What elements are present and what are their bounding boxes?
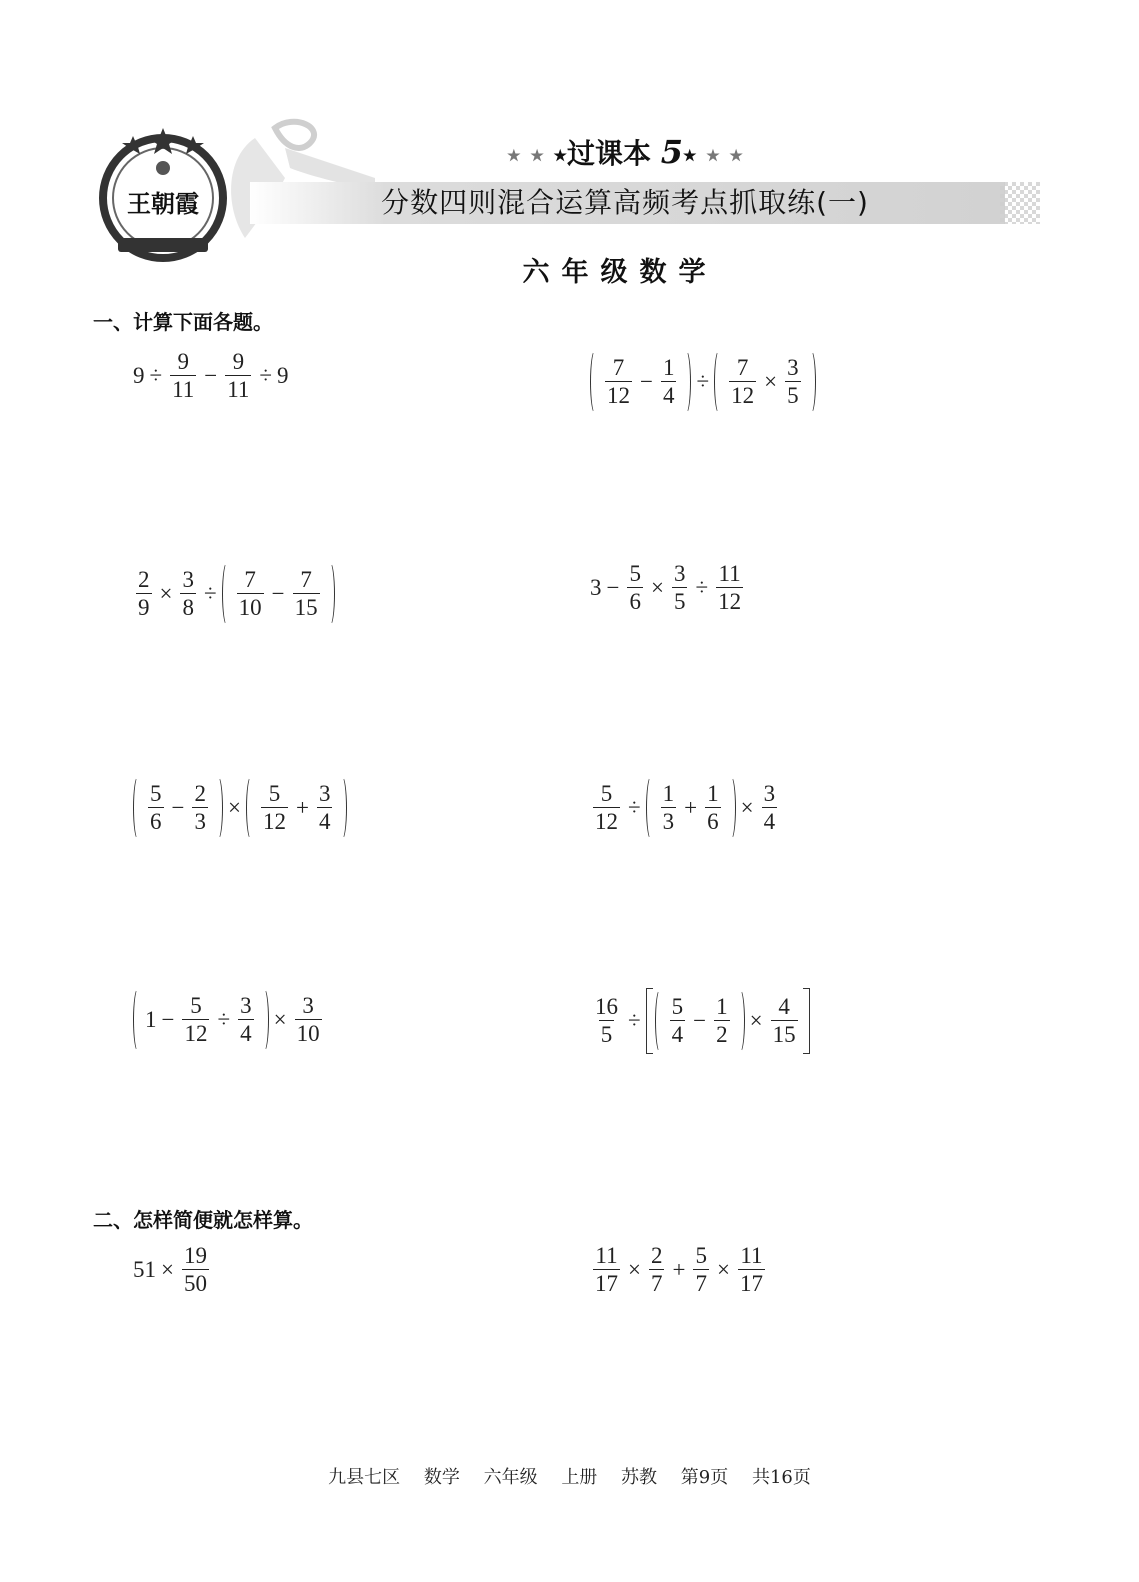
fraction: $\frac{2}{9}$ bbox=[138, 566, 150, 620]
operator: ÷ bbox=[149, 363, 163, 389]
footer-subject: 数学 bbox=[423, 1467, 460, 1488]
number: 9 bbox=[133, 363, 145, 389]
series-title-text: 过课本 bbox=[566, 137, 651, 170]
operator: × bbox=[161, 1257, 174, 1283]
operator: + bbox=[295, 795, 309, 820]
operator: ÷ bbox=[259, 363, 273, 389]
left-paren bbox=[246, 776, 256, 840]
operator: × bbox=[650, 575, 664, 601]
operator: − bbox=[640, 369, 653, 394]
fraction: $\frac{19}{50}$ bbox=[183, 1243, 207, 1297]
left-paren bbox=[133, 776, 143, 840]
operator: × bbox=[159, 581, 173, 606]
footer-volume: 上册 bbox=[561, 1467, 598, 1488]
left-paren bbox=[133, 988, 143, 1052]
fraction: $\frac{3}{10}$ bbox=[296, 992, 320, 1046]
fraction: $\frac{5}{6}$ bbox=[629, 561, 641, 615]
star-icon: ★ bbox=[729, 146, 743, 165]
operator: + bbox=[672, 1257, 686, 1283]
fraction: $\frac{1}{4}$ bbox=[662, 354, 675, 408]
fraction: $\frac{1}{3}$ bbox=[662, 780, 675, 834]
number: 51 bbox=[133, 1257, 156, 1283]
operator: ÷ bbox=[203, 581, 217, 606]
operator: × bbox=[716, 1257, 730, 1283]
operator: × bbox=[628, 1257, 641, 1283]
left-paren bbox=[590, 350, 600, 414]
right-paren bbox=[325, 562, 335, 626]
operator: − bbox=[693, 1008, 707, 1033]
fraction: $\frac{3}{4}$ bbox=[763, 780, 776, 834]
operator: ÷ bbox=[696, 369, 710, 394]
page-subtitle: 六年级数学 bbox=[522, 257, 718, 288]
problem-2 bbox=[590, 350, 816, 414]
operator: ÷ bbox=[628, 795, 641, 820]
right-paren bbox=[337, 776, 347, 840]
page-footer bbox=[0, 1463, 1139, 1489]
fraction: $\frac{4}{15}$ bbox=[772, 993, 796, 1047]
logo-text: 王朝霞 bbox=[127, 189, 199, 218]
page-title: 分数四则混合运算高频考点抓取练(一) bbox=[381, 186, 869, 219]
fraction: $\frac{5}{12}$ bbox=[184, 992, 208, 1046]
footer-total: 共16页 bbox=[751, 1467, 811, 1488]
fraction: $\frac{5}{6}$ bbox=[150, 780, 162, 834]
fraction: $\frac{3}{4}$ bbox=[318, 780, 331, 834]
fraction: $\frac{2}{7}$ bbox=[650, 1243, 663, 1297]
right-paren bbox=[806, 350, 816, 414]
problem-9 bbox=[133, 1244, 212, 1296]
fraction: $\frac{7}{12}$ bbox=[731, 354, 755, 408]
problem-4 bbox=[590, 562, 746, 614]
fraction: $\frac{1}{2}$ bbox=[716, 993, 728, 1047]
number: 1 bbox=[145, 1007, 157, 1032]
operator: × bbox=[273, 1007, 287, 1032]
fraction: $\frac{9}{11}$ bbox=[172, 349, 195, 403]
operator: ÷ bbox=[628, 1008, 641, 1033]
problem-5 bbox=[133, 776, 347, 840]
fraction: $\frac{3}{8}$ bbox=[182, 566, 194, 620]
operator: × bbox=[749, 1008, 763, 1033]
right-bracket bbox=[803, 988, 810, 1054]
fraction: $\frac{11}{17}$ bbox=[595, 1243, 618, 1297]
left-paren bbox=[714, 350, 724, 414]
problem-1 bbox=[133, 350, 289, 402]
right-paren bbox=[259, 988, 269, 1052]
series-number: 5 bbox=[660, 133, 684, 171]
fraction: $\frac{2}{3}$ bbox=[194, 780, 206, 834]
problem-3 bbox=[133, 562, 335, 626]
fraction: $\frac{3}{5}$ bbox=[787, 354, 799, 408]
star-icon: ★ bbox=[553, 146, 567, 165]
fraction: $\frac{5}{4}$ bbox=[671, 993, 684, 1047]
footer-page: 第9页 bbox=[680, 1467, 729, 1488]
left-paren bbox=[655, 989, 665, 1053]
fraction: $\frac{3}{5}$ bbox=[673, 561, 686, 615]
section-1-heading: 一、计算下面各题。 bbox=[93, 310, 273, 334]
left-paren bbox=[646, 776, 656, 840]
right-paren bbox=[735, 989, 745, 1053]
operator: − bbox=[204, 363, 218, 389]
fraction: $\frac{3}{4}$ bbox=[240, 992, 252, 1046]
operator: ÷ bbox=[217, 1007, 231, 1032]
footer-edition: 苏教 bbox=[621, 1467, 658, 1488]
problem-10 bbox=[590, 1244, 768, 1296]
footer-grade: 六年级 bbox=[483, 1467, 538, 1488]
fraction: $\frac{5}{12}$ bbox=[262, 780, 286, 834]
fraction: $\frac{7}{12}$ bbox=[607, 354, 630, 408]
star-icon: ★ bbox=[683, 146, 697, 165]
star-icon: ★ bbox=[706, 146, 720, 165]
operator: − bbox=[271, 581, 285, 606]
operator: − bbox=[161, 1007, 175, 1032]
fraction: $\frac{16}{5}$ bbox=[595, 993, 618, 1047]
number: 3 bbox=[590, 575, 602, 601]
operator: × bbox=[764, 369, 778, 394]
fraction: $\frac{11}{17}$ bbox=[739, 1243, 763, 1297]
fraction: $\frac{7}{15}$ bbox=[294, 566, 318, 620]
star-icon: ★ bbox=[530, 146, 544, 165]
operator: − bbox=[171, 795, 185, 820]
operator: − bbox=[606, 575, 620, 601]
right-paren bbox=[726, 776, 736, 840]
brand-logo bbox=[88, 120, 238, 270]
problem-7 bbox=[133, 988, 325, 1052]
right-paren bbox=[213, 776, 223, 840]
fraction: $\frac{5}{12}$ bbox=[595, 780, 618, 834]
fraction: $\frac{11}{12}$ bbox=[718, 561, 742, 615]
operator: × bbox=[740, 795, 754, 820]
star-icon: ★ bbox=[507, 146, 521, 165]
operator: + bbox=[684, 795, 698, 820]
fraction: $\frac{9}{11}$ bbox=[227, 349, 250, 403]
problem-8 bbox=[590, 988, 810, 1054]
checker-pattern bbox=[1000, 182, 1040, 224]
operator: × bbox=[227, 795, 241, 820]
left-bracket bbox=[646, 988, 653, 1054]
footer-region: 九县七区 bbox=[328, 1467, 401, 1488]
number: 9 bbox=[277, 363, 289, 389]
fraction: $\frac{7}{10}$ bbox=[238, 566, 262, 620]
operator: ÷ bbox=[695, 575, 709, 601]
fraction: $\frac{1}{6}$ bbox=[707, 780, 719, 834]
problem-6 bbox=[590, 776, 780, 840]
right-paren bbox=[681, 350, 691, 414]
series-title bbox=[505, 132, 745, 172]
fraction: $\frac{5}{7}$ bbox=[695, 1243, 707, 1297]
left-paren bbox=[222, 562, 232, 626]
section-2-heading: 二、怎样简便就怎样算。 bbox=[93, 1208, 313, 1232]
